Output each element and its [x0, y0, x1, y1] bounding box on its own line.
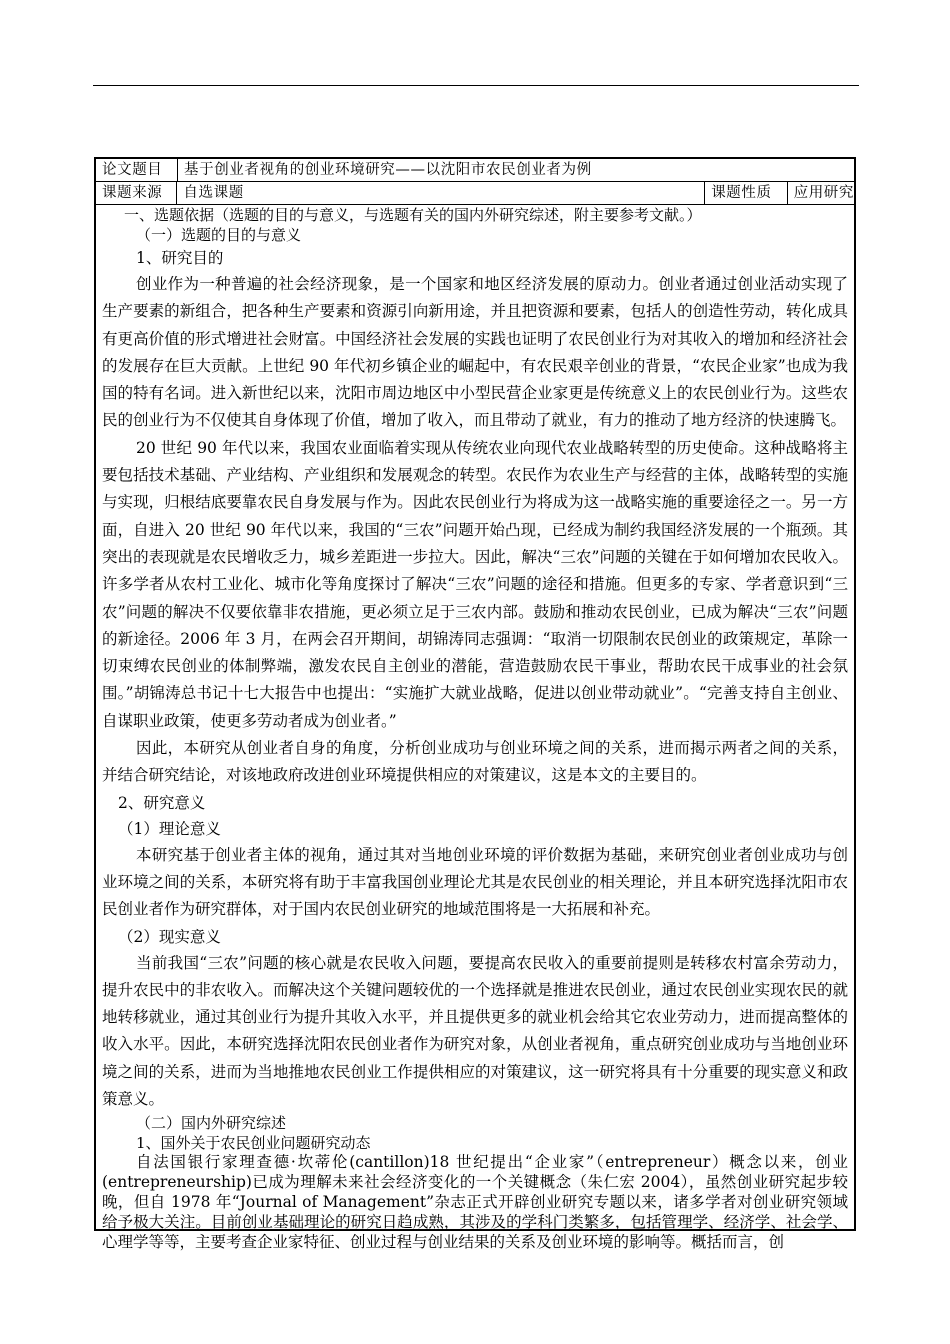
- source-value: 自选课题: [177, 182, 705, 204]
- theory-heading: （1）理论意义: [118, 819, 221, 838]
- theory-paragraph: 本研究基于创业者主体的视角，通过其对当地创业环境的评价数据为基础，来研究创业者创业成功与创业环境之间的关系，本研究将有助于丰富我国创业理论尤其是农民创业的相关理论，并且本研究选择沈阳市农民创业者作为研究群体，对于国内农民创业研究的地域范围将是一大拓展和补充。: [102, 845, 848, 919]
- significance-heading: 2、研究意义: [118, 793, 206, 812]
- purpose-paragraph-3: 因此，本研究从创业者自身的角度，分析创业成功与创业环境之间的关系，进而揭示两者之间的关系，并结合研究结论，对该地政府改进创业环境提供相应的对策建议，这是本文的主要目的。: [102, 739, 848, 785]
- thesis-title-label: 论文题目: [96, 159, 178, 181]
- practice-paragraph: 当前我国“三农”问题的核心就是农民收入问题，要提高农民收入的重要前提则是转移农村富余劳动力，提升农民中的非农收入。而解决这个关键问题较优的一个选择就是推进农民创业，通过农民创业实现农民的就地转移就业，通过其创业行为提升其收入水平，并且提供更多的就业机会给其它农业劳动力，进而提高整体的收入水平。因此，本研究选择沈阳农民创业者作为研究对象，从创业者视角，重点研究创业成功与当地创业环境之间的关系，进而为当地推地农民创业工作提供相应的对策建议，这一研究将具有十分重要的现实意义和政策意义。: [102, 953, 848, 1109]
- section1-heading: 一、选题依据（选题的目的与意义，与选题有关的国内外研究综述，附主要参考文献。）: [124, 206, 702, 224]
- sub1-heading: （一）选题的目的与意义: [136, 226, 302, 244]
- nature-value: 应用研究: [793, 185, 854, 201]
- proposal-form: [94, 157, 856, 1251]
- thesis-title-value: 基于创业者视角的创业环境研究——以沈阳市农民创业者为例: [184, 162, 592, 178]
- foreign-heading: 1、国外关于农民创业问题研究动态: [136, 1134, 371, 1153]
- nature-label: 课题性质: [705, 182, 787, 204]
- purpose-paragraph-1: 创业作为一种普遍的社会经济现象，是一个国家和地区经济发展的原动力。创业者通过创业活动实现了生产要素的新组合，把各种生产要素和资源引向新用途，并且把资源和要素，包括人的创造性劳动，转化成具有更高价值的形式增进社会财富。中国经济社会发展的实践也证明了农民创业行为对其收入的增加和经济社会的发展存在巨大贡献。上世纪 90 年代初乡镇企业的崛起中，有农民艰辛创业的背景，“农民企业家”也成为我国的特有名词。进入新世纪以来，沈阳市周边地区中小型民营企业家更是传统意义上的农民创业行为。这些农民的创业行为不仅使其自身体现了价值，增加了收入，而且带动了就业，有力的推动了地方经济的快速腾飞。: [102, 275, 848, 430]
- source-row: [96, 182, 854, 205]
- practice-heading: （2）现实意义: [118, 927, 221, 946]
- title-row: [96, 159, 854, 182]
- purpose-heading: 1、研究目的: [136, 249, 224, 267]
- purpose-paragraph-2: 20 世纪 90 年代以来，我国农业面临着实现从传统农业向现代农业战略转型的历史使命。这种战略将主要包括技术基础、产业结构、产业组织和发展观念的转型。农民作为农业生产与经营的主体，战略转型的实施与实现，归根结底要靠农民自身发展与作为。因此农民创业行为将成为这一战略实施的重要途径之一。另一方面，自进入 20 世纪 90 年代以来，我国的“三农”问题开始凸现，已经成为制约我国经济发展的一个瓶颈。其突出的表现就是农民增收乏力，城乡差距进一步拉大。因此，解决“三农”问题的关键在于如何增加农民收入。许多学者从农村工业化、城市化等角度探讨了解决“三农”问题的途径和措施。但更多的专家、学者意识到“三农”问题的解决不仅要依靠非农措施，更必须立足于三农内部。鼓励和推动农民创业，已成为解决“三农”问题的新途径。2006 年 3 月，在两会召开期间，胡锦涛同志强调：“取消一切限制农民创业的政策规定，革除一切束缚农民创业的体制弊端，激发农民自主创业的潜能，营造鼓励农民干事业，帮助农民干成事业的社会氛围。”胡锦涛总书记十七大报告中也提出：“实施扩大就业战略，促进以创业带动就业”。“完善支持自主创业、自谋职业政策，使更多劳动者成为创业者。”: [102, 438, 848, 730]
- form-body: [96, 205, 854, 1252]
- header-rule: [93, 85, 859, 86]
- sub2-heading: （二）国内外研究综述: [136, 1114, 287, 1133]
- foreign-paragraph: 自法国银行家理查德·坎蒂伦(cantillon)18 世纪提出“企业家”（entrepreneur）概念以来，创业(entrepreneurship)已成为理解未来社会经济变化的一个关键概念（朱仁宏 2004），虽然创业研究起步较晚，但自 1978 年“Journal of Management”杂志正式开辟创业研究专题以来，诸多学者对创业研究领域给予极大关注。目前创业基础理论的研究日趋成熟，其涉及的学科门类繁多，包括管理学、经济学、社会学、心理学等等，主要考查企业家特征、创业过程与创业结果的关系及创业环境的影响等。概括而言，创: [102, 1153, 848, 1251]
- source-label: 课题来源: [96, 182, 177, 204]
